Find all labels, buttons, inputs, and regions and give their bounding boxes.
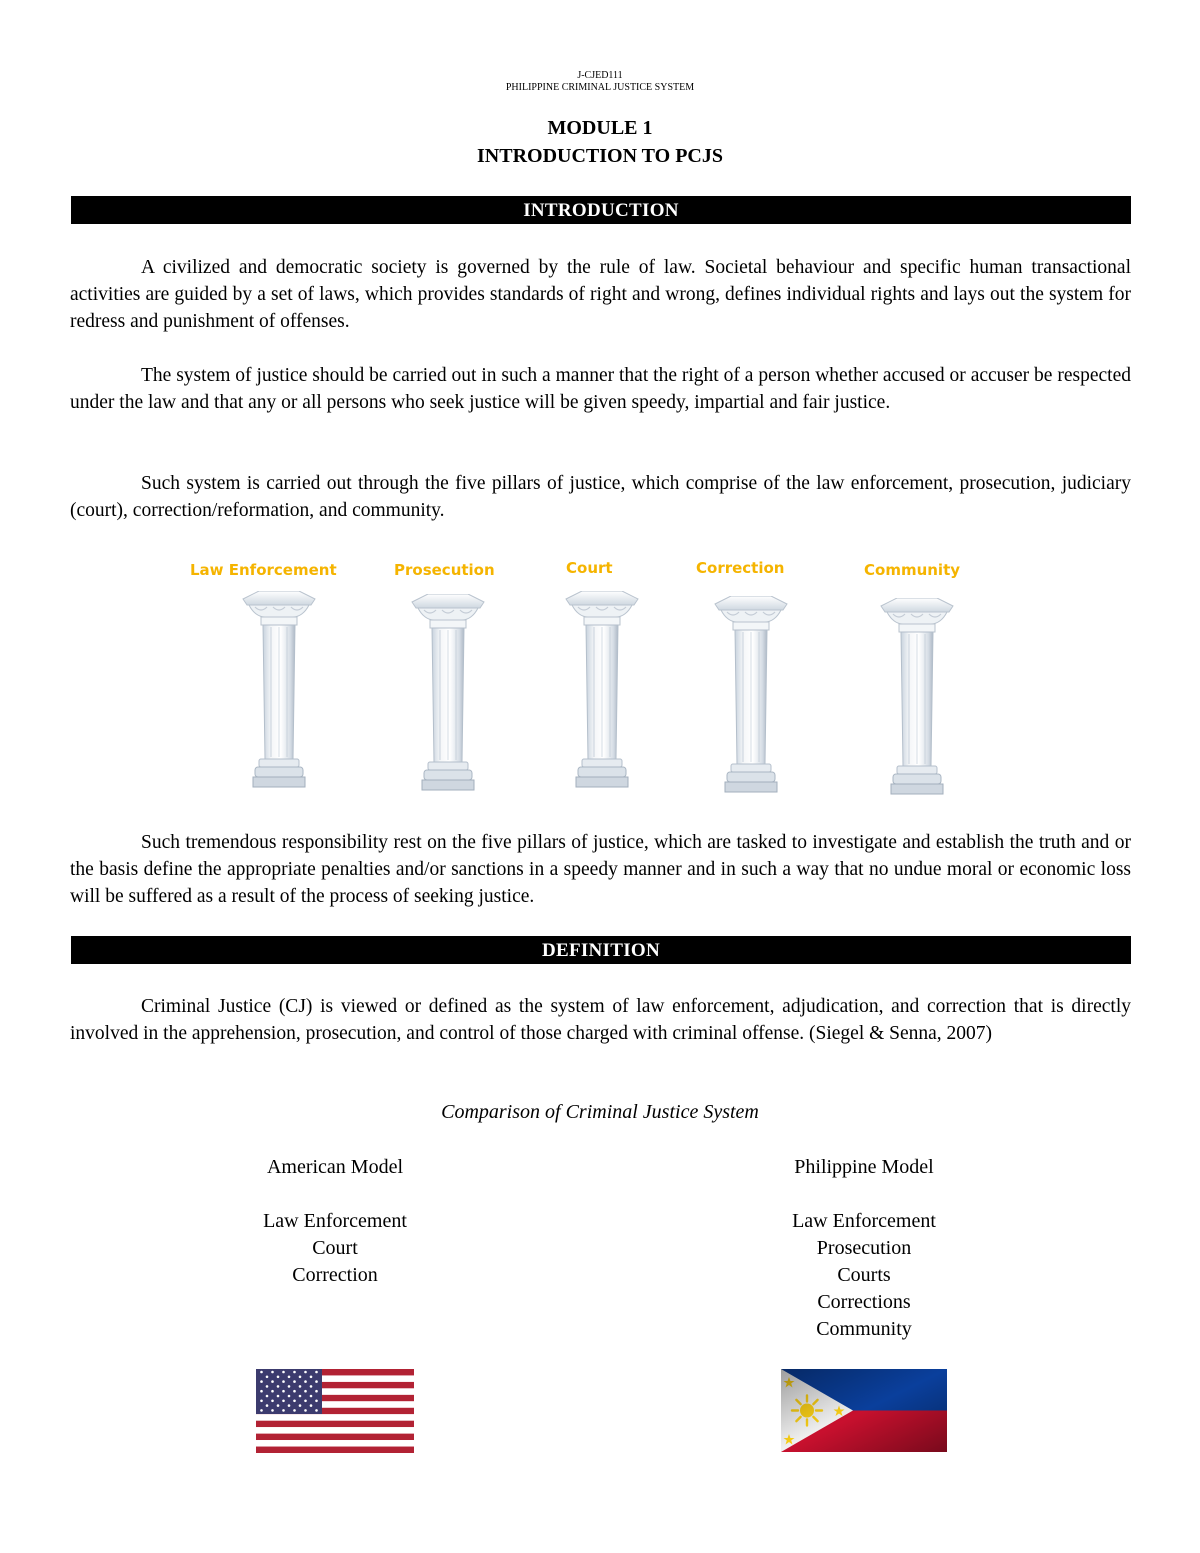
- pillar-label-prosecution: Prosecution: [394, 561, 495, 579]
- course-title: PHILIPPINE CRIMINAL JUSTICE SYSTEM: [505, 82, 695, 93]
- star-icon: [277, 1385, 280, 1388]
- star-icon: [271, 1409, 274, 1412]
- star-icon: [315, 1371, 318, 1374]
- star-icon: [304, 1380, 307, 1383]
- pillar-image-prosecution: [410, 594, 486, 794]
- star-icon: [277, 1376, 280, 1379]
- pillar-label-correction: Correction: [696, 559, 785, 577]
- list-item: Law Enforcement: [263, 1210, 407, 1232]
- star-icon: [315, 1380, 318, 1383]
- star-icon: [315, 1409, 318, 1412]
- pillar-image-law-enforcement: [241, 591, 317, 791]
- star-icon: [260, 1400, 263, 1403]
- star-icon: [277, 1404, 280, 1407]
- star-icon: [288, 1404, 291, 1407]
- star-icon: [266, 1395, 269, 1398]
- star-icon: [315, 1400, 318, 1403]
- pillar-image-court: [564, 591, 640, 791]
- star-icon: [310, 1404, 313, 1407]
- star-icon: [310, 1395, 313, 1398]
- list-item: Correction: [292, 1264, 378, 1286]
- star-icon: [299, 1385, 302, 1388]
- star-icon: [304, 1371, 307, 1374]
- star-icon: [288, 1385, 291, 1388]
- star-icon: [293, 1390, 296, 1393]
- american-model-list: [235, 1208, 435, 1289]
- star-icon: [293, 1400, 296, 1403]
- pillar-image-correction: [713, 596, 789, 796]
- comparison-caption: Comparison of Criminal Justice System: [441, 1101, 759, 1123]
- star-icon: [260, 1409, 263, 1412]
- star-icon: [266, 1385, 269, 1388]
- intro-paragraph-2: The system of justice should be carried out in such a manner that the right of a person whether accused or accuser be respected under the law and that any or all persons who seek justice will be given speedy, impartial and fair justice.: [70, 365, 1131, 413]
- star-icon: [271, 1390, 274, 1393]
- star-icon: [271, 1371, 274, 1374]
- star-icon: [304, 1400, 307, 1403]
- pillar-label-law-enforcement: Law Enforcement: [190, 561, 337, 579]
- star-icon: [266, 1404, 269, 1407]
- star-icon: [282, 1390, 285, 1393]
- list-item: Prosecution: [816, 1237, 912, 1259]
- star-icon: [310, 1385, 313, 1388]
- american-model-title: American Model: [266, 1156, 404, 1178]
- star-icon: [271, 1400, 274, 1403]
- pillar-label-court: Court: [566, 559, 613, 577]
- philippine-flag-image: [781, 1369, 947, 1452]
- star-icon: [293, 1380, 296, 1383]
- star-icon: [282, 1400, 285, 1403]
- definition-paragraph: Criminal Justice (CJ) is viewed or defined as the system of law enforcement, adjudication, and correction that is directly involved in the apprehension, prosecution, and control of those charged with criminal offense. (Siegel & Senna, 2007): [70, 996, 1131, 1044]
- module-title: INTRODUCTION TO PCJS: [477, 145, 723, 167]
- star-icon: [299, 1404, 302, 1407]
- pillar-image-community: [879, 598, 955, 798]
- intro-paragraph-4: Such tremendous responsibility rest on the five pillars of justice, which are tasked to investigate and establish the truth and or the basis define the appropriate penalties and/or sanctions in a speedy manner and in such a way that no undue moral or economic loss will be suffered as a result of the process of seeking justice.: [70, 832, 1131, 907]
- star-icon: [260, 1380, 263, 1383]
- list-item: Community: [816, 1318, 912, 1340]
- module-number: MODULE 1: [547, 117, 653, 139]
- star-icon: [304, 1409, 307, 1412]
- star-icon: [310, 1376, 313, 1379]
- intro-paragraph-1: A civilized and democratic society is governed by the rule of law. Societal behaviour and specific human transactional activities are guided by a set of laws, which provides standards of right and wrong, defines individual rights and lays out the system for redress and punishment of offenses.: [70, 257, 1131, 332]
- star-icon: [282, 1380, 285, 1383]
- star-icon: [304, 1390, 307, 1393]
- star-icon: [277, 1395, 280, 1398]
- pillar-label-community: Community: [864, 561, 961, 579]
- star-icon: [266, 1376, 269, 1379]
- star-icon: [288, 1376, 291, 1379]
- star-icon: [260, 1390, 263, 1393]
- star-icon: [315, 1390, 318, 1393]
- philippine-model-title: Philippine Model: [794, 1156, 934, 1178]
- introduction-heading: INTRODUCTION: [71, 196, 1131, 224]
- star-icon: [299, 1376, 302, 1379]
- star-icon: [260, 1371, 263, 1374]
- star-icon: [282, 1409, 285, 1412]
- star-icon: [293, 1409, 296, 1412]
- us-flag-image: [256, 1369, 414, 1453]
- star-icon: [288, 1395, 291, 1398]
- star-icon: [271, 1380, 274, 1383]
- star-icon: [299, 1395, 302, 1398]
- list-item: Court: [312, 1237, 358, 1259]
- list-item: Courts: [837, 1264, 891, 1286]
- list-item: Corrections: [817, 1291, 911, 1313]
- star-icon: [282, 1371, 285, 1374]
- philippine-model-list: [764, 1208, 964, 1343]
- course-code: J-CJED111: [577, 70, 623, 81]
- definition-heading: DEFINITION: [71, 936, 1131, 964]
- star-icon: [293, 1371, 296, 1374]
- intro-paragraph-3: Such system is carried out through the five pillars of justice, which comprise of the law enforcement, prosecution, judiciary (court), correction/reformation, and community.: [70, 473, 1131, 521]
- list-item: Law Enforcement: [792, 1210, 936, 1232]
